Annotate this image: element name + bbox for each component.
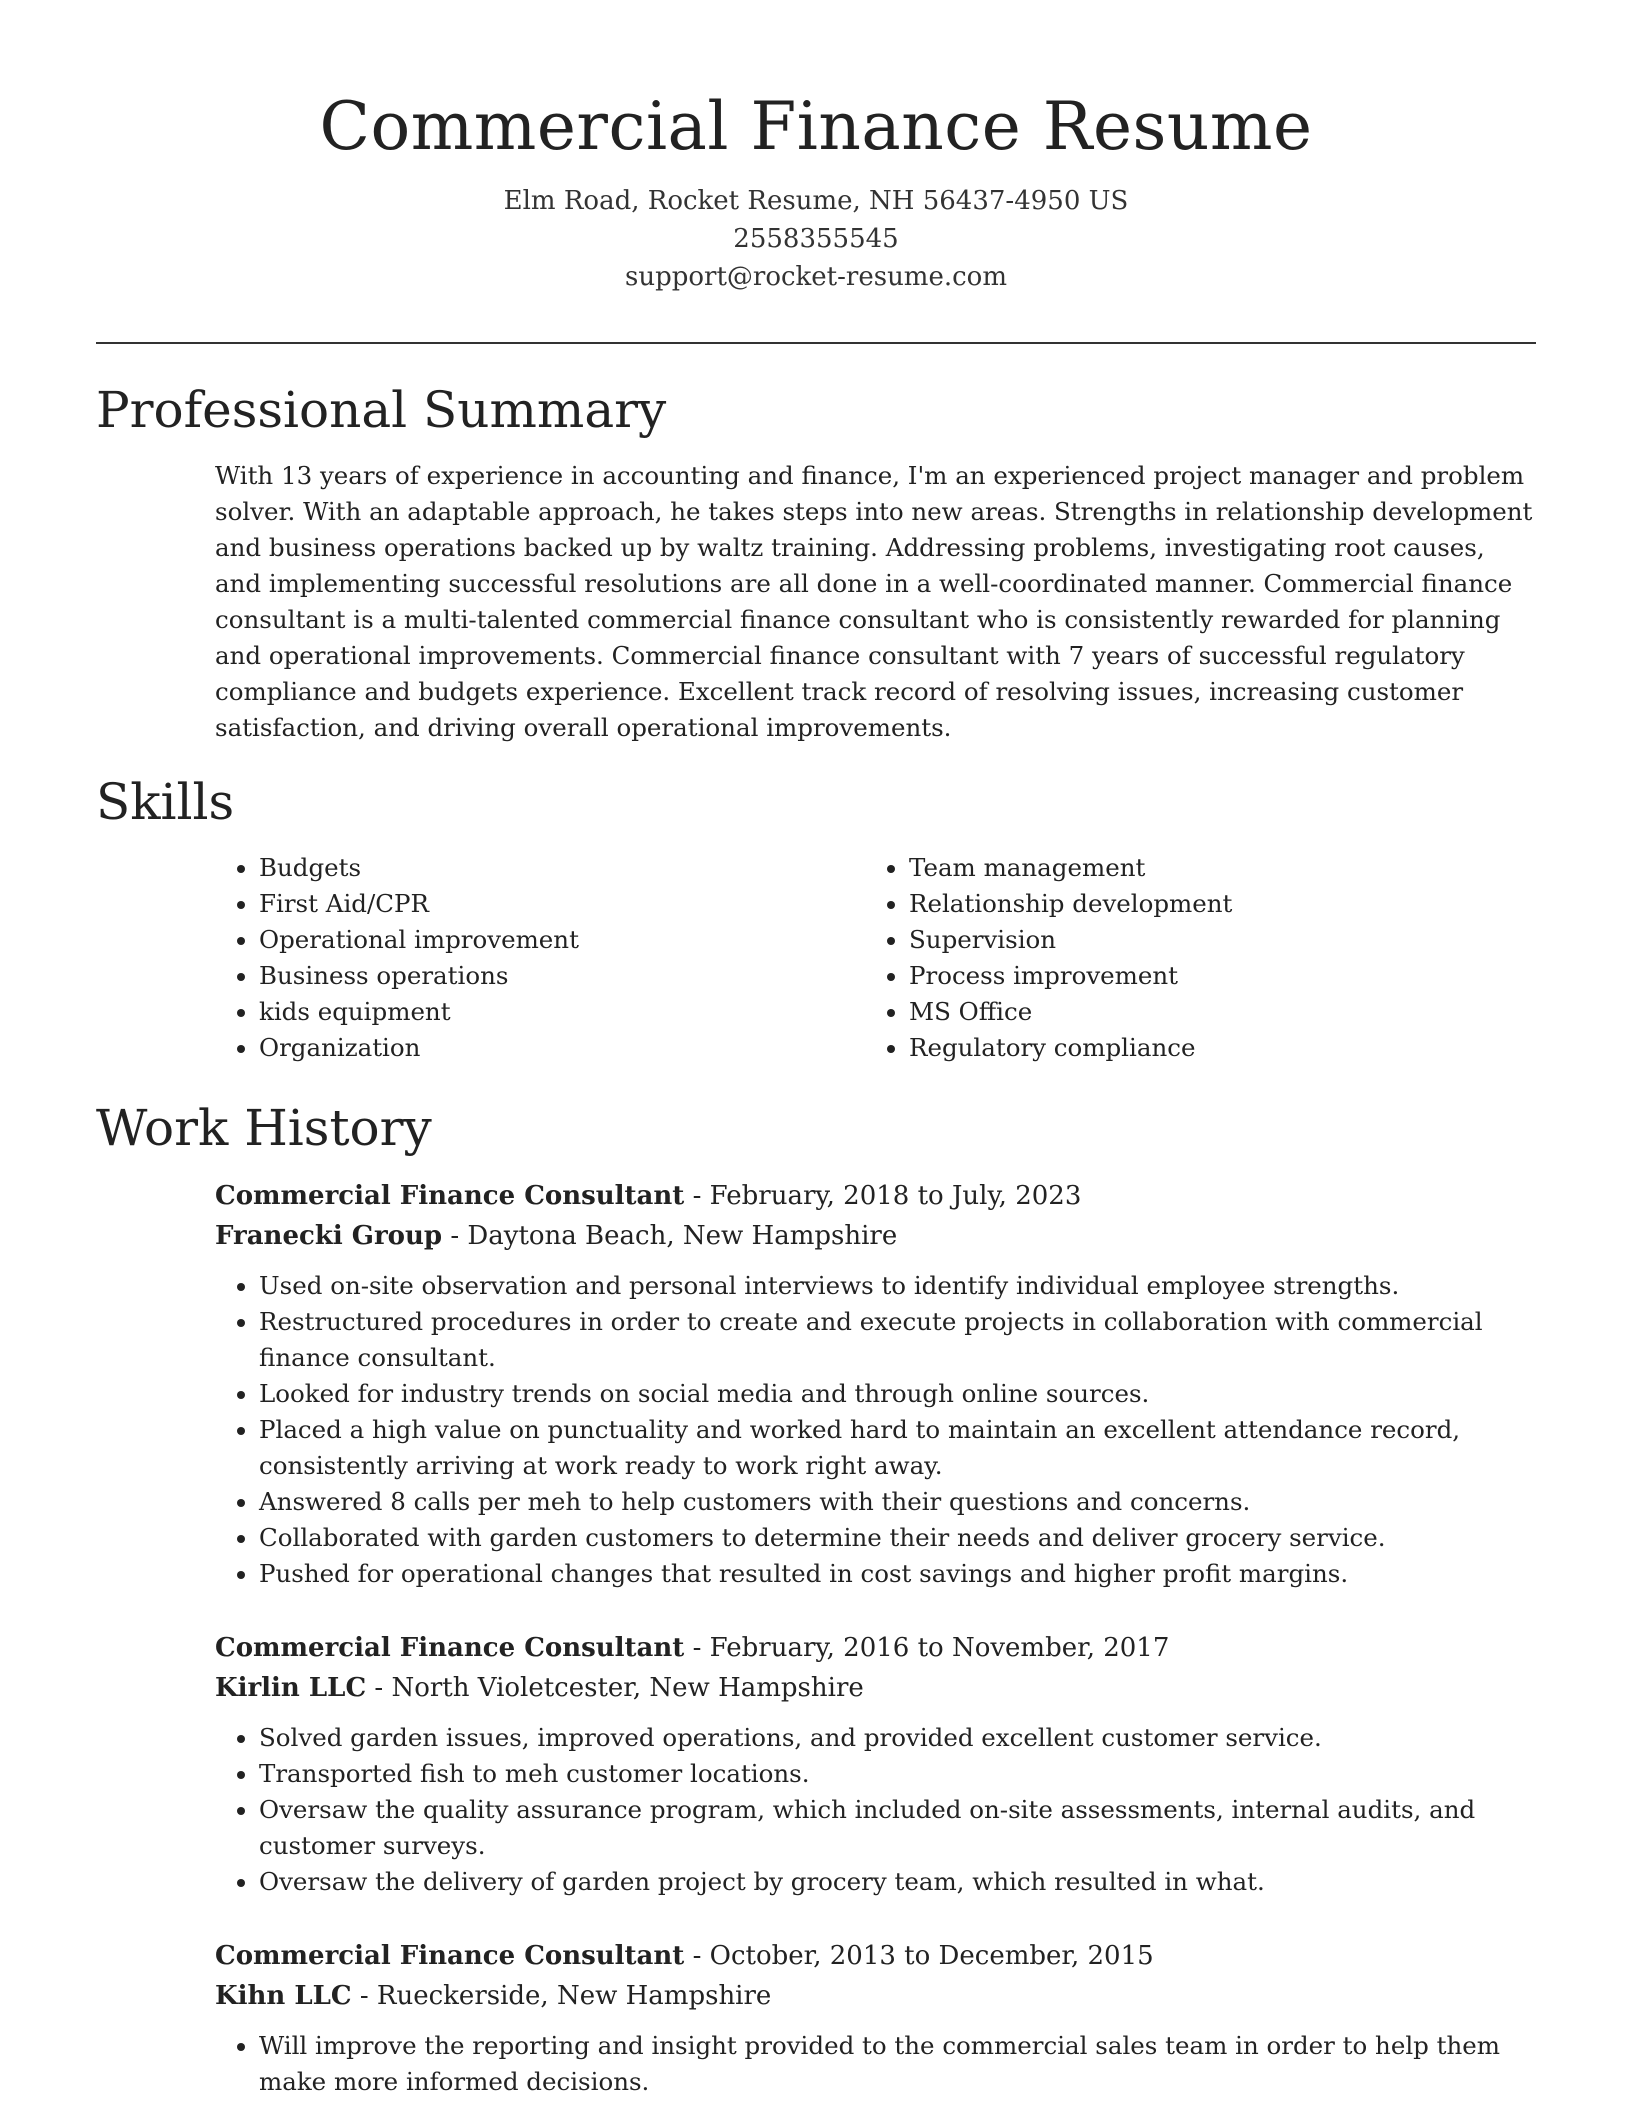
- skill-item: • MS Office: [909, 994, 1485, 1030]
- job-company-line: [215, 1668, 1537, 1708]
- job-title-line: [215, 1936, 1537, 1976]
- job-duty: • Answered 8 calls per meh to help customers with their questions and concerns.: [259, 1484, 1537, 1520]
- job-title-line: [215, 1176, 1537, 1216]
- skill-item: • Process improvement: [909, 958, 1485, 994]
- job-duty: • Transported fish to meh customer locations.: [259, 1756, 1537, 1792]
- skills-column-left: [215, 850, 835, 1066]
- job-duty: • Will improve the reporting and insight provided to the commercial sales team in order to help them make more informed decisions.: [259, 2028, 1537, 2100]
- job-role: Commercial Finance Consultant: [215, 1941, 685, 1971]
- skill-item: • Team management: [909, 850, 1485, 886]
- job-duties: [215, 2028, 1537, 2100]
- job-duty: • Used on-site observation and personal interviews to identify individual employee strengths.: [259, 1268, 1537, 1304]
- job-entry: [215, 1628, 1537, 1900]
- summary-text: With 13 years of experience in accounting and finance, I'm an experienced project manager and problem solver. With an adaptable approach, he takes steps into new areas. Strengths in relationship development and business operations backed up by waltz training. Addressing problems, investigating root causes, and implementing successful resolutions are all done in a well-coordinated manner. Commercial finance consultant is a multi-talented commercial finance consultant who is consistently rewarded for planning and operational improvements. Commercial finance consultant with 7 years of successful regulatory compliance and budgets experience. Excellent track record of resolving issues, increasing customer satisfaction, and driving overall operational improvements.: [215, 461, 1533, 742]
- resume-title: Commercial Finance Resume: [319, 88, 1313, 165]
- job-duty: • Collaborated with garden customers to determine their needs and deliver grocery service.: [259, 1520, 1537, 1556]
- job-entry: [215, 1936, 1537, 2100]
- job-company-line: [215, 1216, 1537, 1256]
- skill-item: • kids equipment: [259, 994, 835, 1030]
- skill-item: • Business operations: [259, 958, 835, 994]
- contact-address: Elm Road, Rocket Resume, NH 56437-4950 US: [503, 186, 1129, 216]
- resume-header: [96, 82, 1536, 296]
- job-title-line: [215, 1628, 1537, 1668]
- job-company-line: [215, 1976, 1537, 2016]
- job-role: Commercial Finance Consultant: [215, 1633, 685, 1663]
- job-dates: - February, 2018 to July, 2023: [684, 1181, 1082, 1211]
- job-duty: • Restructured procedures in order to create and execute projects in collaboration with commercial finance consultant.: [259, 1304, 1537, 1376]
- job-company: Kirlin LLC: [215, 1673, 367, 1703]
- job-entry: [215, 1176, 1537, 1592]
- job-duty: • Pushed for operational changes that resulted in cost savings and higher profit margins.: [259, 1556, 1537, 1592]
- job-duty: • Oversaw the delivery of garden project by grocery team, which resulted in what.: [259, 1864, 1537, 1900]
- skills-section: [215, 850, 1537, 1070]
- skill-item: • Operational improvement: [259, 922, 835, 958]
- job-company: Kihn LLC: [215, 1981, 352, 2011]
- contact-info: [96, 182, 1536, 296]
- skills-heading: Skills: [96, 773, 235, 831]
- job-location: - Rueckerside, New Hampshire: [351, 1981, 772, 2011]
- job-duties: [215, 1268, 1537, 1592]
- skill-item: • Budgets: [259, 850, 835, 886]
- skill-item: • Supervision: [909, 922, 1485, 958]
- job-duty: • Looked for industry trends on social media and through online sources.: [259, 1376, 1537, 1412]
- header-divider: [96, 342, 1536, 344]
- skill-item: • Organization: [259, 1030, 835, 1066]
- job-duty: • Oversaw the quality assurance program, which included on-site assessments, internal audits, and customer surveys.: [259, 1792, 1537, 1864]
- summary-section: [215, 458, 1537, 746]
- job-duties: [215, 1720, 1537, 1900]
- job-company: Franecki Group: [215, 1221, 443, 1251]
- job-dates: - October, 2013 to December, 2015: [684, 1941, 1154, 1971]
- job-location: - Daytona Beach, New Hampshire: [442, 1221, 898, 1251]
- job-role: Commercial Finance Consultant: [215, 1181, 685, 1211]
- work-history-heading: Work History: [96, 1099, 432, 1157]
- job-duty: • Placed a high value on punctuality and worked hard to maintain an excellent attendance record, consistently arriving at work ready to work right away.: [259, 1412, 1537, 1484]
- contact-email: support@rocket-resume.com: [624, 262, 1007, 292]
- skill-item: • Regulatory compliance: [909, 1030, 1485, 1066]
- skill-item: • First Aid/CPR: [259, 886, 835, 922]
- job-duty: • Solved garden issues, improved operations, and provided excellent customer service.: [259, 1720, 1537, 1756]
- job-location: - North Violetcester, New Hampshire: [366, 1673, 864, 1703]
- skill-item: • Relationship development: [909, 886, 1485, 922]
- contact-phone: 2558355545: [733, 224, 899, 254]
- summary-heading: Professional Summary: [96, 381, 667, 439]
- job-dates: - February, 2016 to November, 2017: [684, 1633, 1170, 1663]
- skills-column-right: [865, 850, 1485, 1066]
